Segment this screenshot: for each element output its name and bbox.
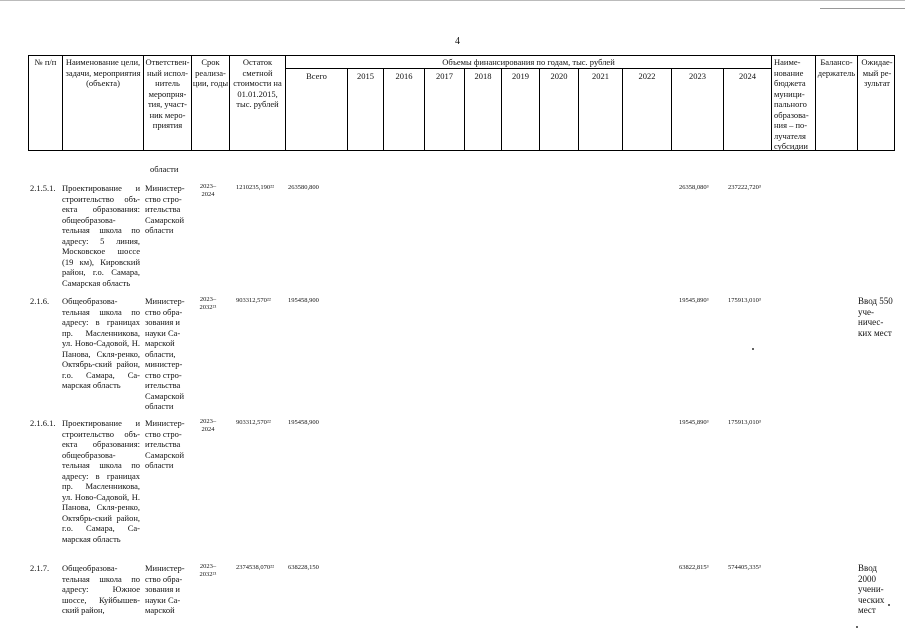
- header-year-2021: 2021: [592, 71, 609, 81]
- row-name: Общеобразова-тельная школа по адресу: Южное шоссе, Куйбышев-ский район,: [62, 563, 140, 615]
- header-total: Всего: [306, 71, 327, 81]
- row-name: Общеобразова-тельная школа по адресу: в границах пр. Масленникова, ул. Ново-Садовой, Н. Панова, Скля-ренко, Октябрь-ский район, г.о. Самара, Са-марская область: [62, 296, 140, 390]
- header-responsible: Ответствен-ный испол-нитель меропрня-тия, участ-ник меро-приятия: [145, 57, 190, 130]
- scan-top-edge: [0, 0, 905, 1]
- carryover-text: области: [150, 164, 179, 174]
- row-term: 2023–2024: [199, 418, 217, 433]
- row-name: Проектирование и строительство объ-екта образования: общеобразова-тельная школа по адресу: в границах пр. Масленникова, ул. Ново-Садовой, Н. Панова, Скля-ренко, Октябрь-ский район, г.о. Самара, Са-марская область: [62, 418, 140, 544]
- header-remaining-cost: Остаток сметной стоимости на 01.01.2015, тыс. рублей: [233, 57, 282, 109]
- header-year-2022: 2022: [638, 71, 656, 81]
- row-remaining-cost: 903312,570²²: [236, 297, 271, 304]
- header-year-2016: 2016: [395, 71, 413, 81]
- table-header: [28, 55, 895, 151]
- row-number: 2.1.6.: [30, 296, 50, 306]
- row-term: 2023–2032²¹: [199, 296, 217, 311]
- row-number: 2.1.5.1.: [30, 183, 56, 193]
- scan-speck: [856, 626, 858, 628]
- header-year-2018: 2018: [474, 71, 492, 81]
- page-number: 4: [455, 36, 460, 47]
- row-term: 2023–2032²¹: [199, 563, 217, 578]
- header-budget: Наиме-нование бюджета муници-пального образова-ния – по-лучателя субсидии: [774, 57, 809, 151]
- row-2024: 175913,010³: [728, 297, 761, 304]
- scan-mark-line: [820, 8, 905, 9]
- row-2023: 63822,815³: [679, 564, 709, 571]
- row-2024: 574405,335³: [728, 564, 761, 571]
- row-responsible: Министер-ство обра-зования и науки Са-марской: [145, 563, 185, 615]
- row-total: 195458,900: [288, 419, 319, 426]
- header-year-2017: 2017: [436, 71, 453, 81]
- header-year-2020: 2020: [550, 71, 568, 81]
- row-remaining-cost: 1210235,190²²: [236, 184, 275, 191]
- header-holder: Балансо-держатель: [817, 57, 856, 78]
- row-term: 2023–2024: [199, 183, 217, 198]
- header-name: Наименование цели, задачи, мероприятия (объекта): [65, 57, 141, 88]
- row-result: Ввод 2000 учени-ческих мест: [858, 563, 885, 615]
- row-remaining-cost: 903312,570²²: [236, 419, 271, 426]
- row-total: 638228,150: [288, 564, 319, 571]
- header-year-2023: 2023: [689, 71, 706, 81]
- header-num: № п/п: [34, 57, 57, 67]
- row-2023: 19545,890³: [679, 419, 709, 426]
- row-2024: 175913,010³: [728, 419, 761, 426]
- row-remaining-cost: 2374538,070²²: [236, 564, 275, 571]
- row-name: Проектирование и строительство объ-екта образования: общеобразова-тельная школа по адресу: 5 линия, Московское шоссе (19 км), Кировский район, г.о. Самара, Самарская область: [62, 183, 140, 288]
- row-2023: 26358,080³: [679, 184, 709, 191]
- row-number: 2.1.6.1.: [30, 418, 56, 428]
- header-year-2015: 2015: [357, 71, 374, 81]
- row-2023: 19545,890³: [679, 297, 709, 304]
- row-responsible: Министер-ство стро-ительства Самарской области: [145, 183, 185, 235]
- scan-speck: [752, 348, 754, 350]
- scan-speck: [888, 604, 890, 606]
- row-responsible: Министер-ство стро-ительства Самарской области: [145, 418, 185, 470]
- header-financing: Объемы финансирования по годам, тыс. рублей: [442, 57, 615, 67]
- row-number: 2.1.7.: [30, 563, 50, 573]
- row-2024: 237222,720³: [728, 184, 761, 191]
- header-result: Ожидае-мый ре-зультат: [861, 57, 893, 88]
- row-result: Ввод 550 уче-ничес-ких мест: [858, 296, 893, 338]
- row-total: 263580,800: [288, 184, 319, 191]
- header-term: Срок реализа-ции, годы: [192, 57, 229, 88]
- header-year-2019: 2019: [512, 71, 529, 81]
- row-total: 195458,900: [288, 297, 319, 304]
- header-year-2024: 2024: [739, 71, 756, 81]
- row-responsible: Министер-ство обра-зования и науки Са-марской области, министер-ство стро-ительства Самарской области: [145, 296, 185, 411]
